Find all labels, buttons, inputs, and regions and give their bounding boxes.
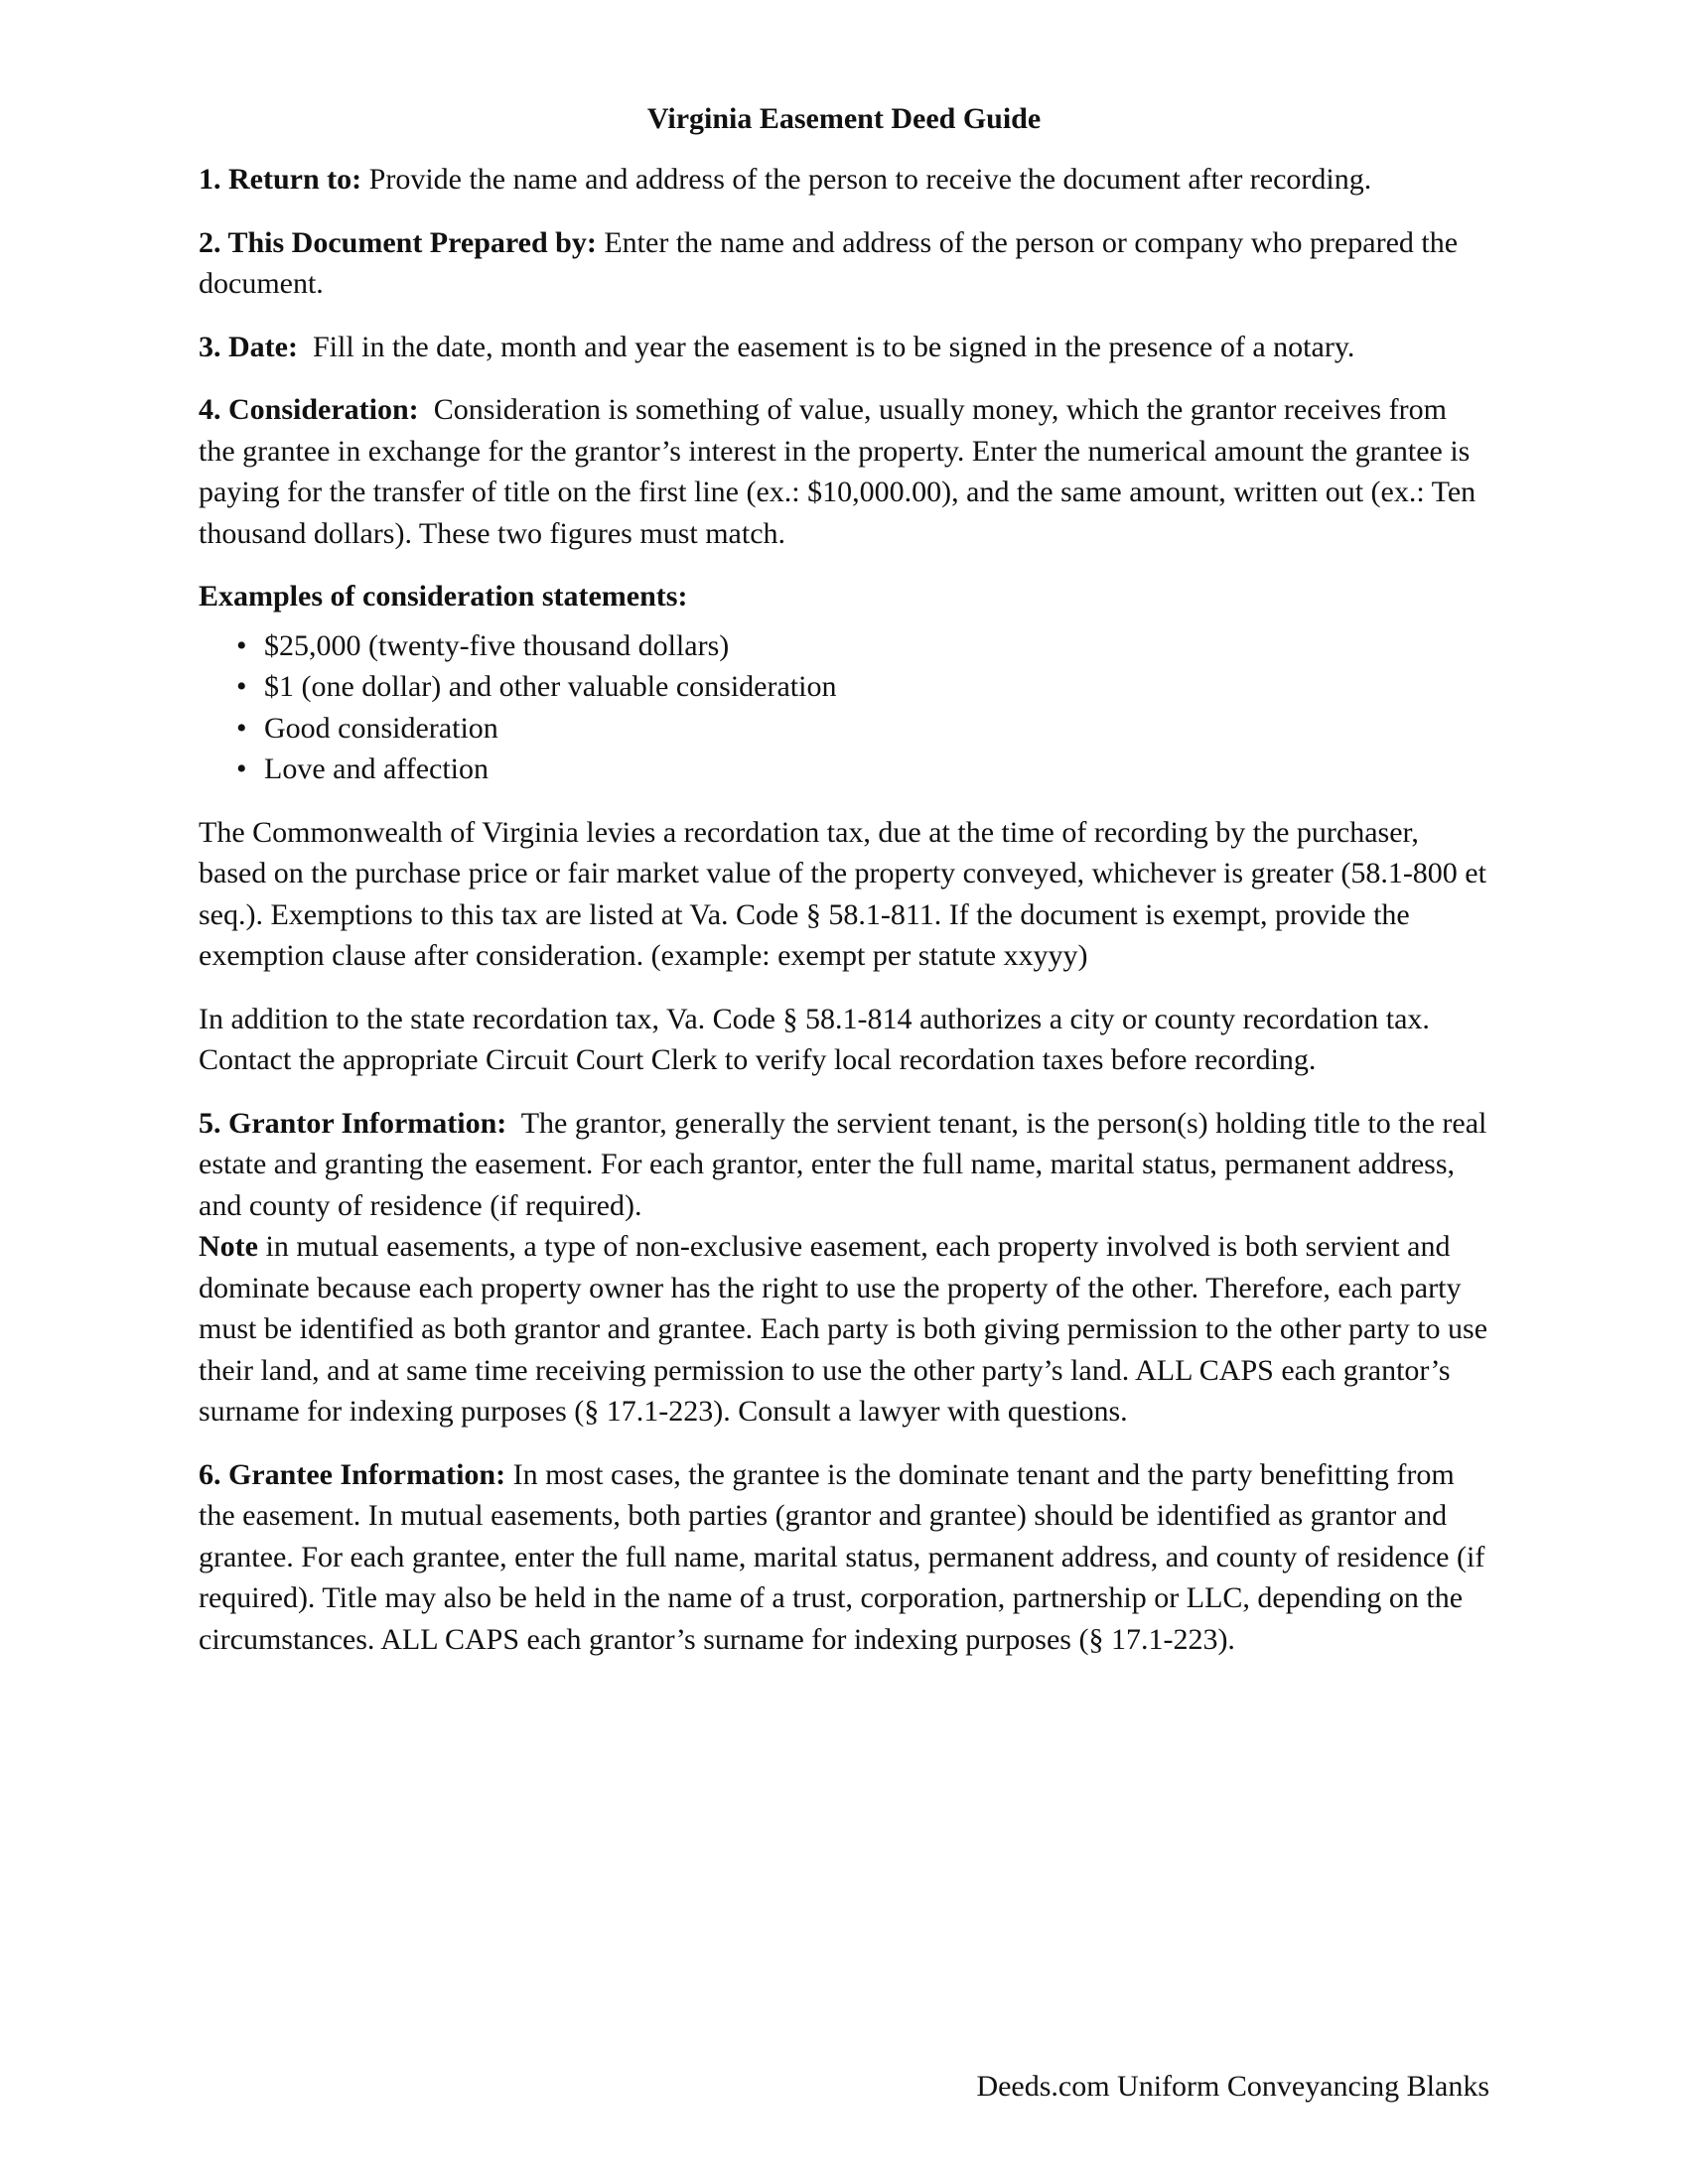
bullet-icon: •: [236, 628, 247, 662]
section-text: Fill in the date, month and year the easement is to be signed in the presence of a notary.: [297, 330, 1355, 363]
examples-list: [199, 625, 1489, 790]
list-item-text: Good consideration: [264, 711, 498, 745]
list-item-text: Love and affection: [264, 752, 490, 785]
section-consideration: [199, 389, 1489, 554]
recordation-tax-paragraph: The Commonwealth of Virginia levies a recordation tax, due at the time of recording by the purchaser, based on the purchase price or fair market value of the property conveyed, whichever is greater (58.1-800 et seq.). Exemptions to this tax are listed at Va. Code § 58.1-811. If the document is exempt, provide the exemption clause after consideration. (example: exempt per statute xxyyy): [199, 815, 1486, 972]
bullet-icon: •: [236, 752, 247, 785]
section-return-to: [199, 159, 1489, 201]
document-body: [199, 159, 1494, 1682]
list-item: [236, 708, 1489, 750]
grantor-note-paragraph: [199, 1226, 1489, 1433]
bullet-icon: •: [236, 670, 247, 703]
section-label: 1. Return to:: [199, 163, 362, 196]
footer-text: Deeds.com Uniform Conveyancing Blanks: [976, 2070, 1489, 2103]
section-label: 2. This Document Prepared by:: [199, 225, 597, 259]
page-title: Virginia Easement Deed Guide: [646, 102, 1042, 135]
examples-heading: Examples of consideration statements:: [199, 580, 688, 613]
section-text: The grantor, generally the servient tenant, is the person(s) holding title to the real estate and granting the easement. For each grantor, enter the full name, marital status, permanent address, and county of residence (if required).: [199, 1106, 1494, 1222]
section-text: Consideration is something of value, usually money, which the grantor receives from the grantee in exchange for the grantor’s interest in the property. Enter the numerical amount the grantee is paying for the transfer of title on the first line (ex.: $10,000.00), and the same amount, written out (ex.: Ten thousand dollars). These two figures must match.: [199, 393, 1483, 550]
note-label: Note: [199, 1230, 258, 1263]
section-date: [199, 327, 1489, 368]
section-text: Enter the name and address of the person or company who prepared the document.: [199, 225, 1459, 300]
section-label: 6. Grantee Information:: [199, 1457, 506, 1491]
section-grantor: [199, 1103, 1494, 1433]
list-item: [236, 666, 1489, 708]
list-item: [236, 749, 1489, 790]
section-grantee: [199, 1454, 1489, 1661]
note-text: in mutual easements, a type of non-exclusive easement, each property involved is both servient and dominate because each property owner has the right to use the property of the other. Therefore, each party must be identified as both grantor and grantee. Each party is both giving permission to the other party to use their land, and at same time receiving permission to use the other party’s land. ALL CAPS each grantor’s surname for indexing purposes (§ 17.1-223). Consult a lawyer with questions.: [199, 1230, 1488, 1428]
section-label: 4. Consideration:: [199, 393, 419, 426]
grantor-paragraph: [199, 1103, 1494, 1227]
section-label: 5. Grantor Information:: [199, 1106, 507, 1140]
local-tax-paragraph: In addition to the state recordation tax, Va. Code § 58.1-814 authorizes a city or county recordation tax. Contact the appropriate Circuit Court Clerk to verify local recordation taxes before recording.: [199, 1002, 1430, 1076]
section-prepared-by: [199, 222, 1489, 305]
bullet-icon: •: [236, 711, 247, 745]
list-item-text: $25,000 (twenty-five thousand dollars): [264, 628, 730, 662]
section-label: 3. Date:: [199, 330, 298, 363]
list-item: [236, 625, 1489, 667]
section-text: In most cases, the grantee is the dominate tenant and the party benefitting from the easement. In mutual easements, both parties (grantor and grantee) should be identified as grantor and grantee. For each grantee, enter the full name, marital status, permanent address, and county of residence (if required). Title may also be held in the name of a trust, corporation, partnership or LLC, depending on the circumstances. ALL CAPS each grantor’s surname for indexing purposes (§ 17.1-223).: [199, 1457, 1485, 1656]
section-text: Provide the name and address of the person to receive the document after recording.: [361, 163, 1372, 196]
list-item-text: $1 (one dollar) and other valuable consideration: [264, 670, 837, 703]
